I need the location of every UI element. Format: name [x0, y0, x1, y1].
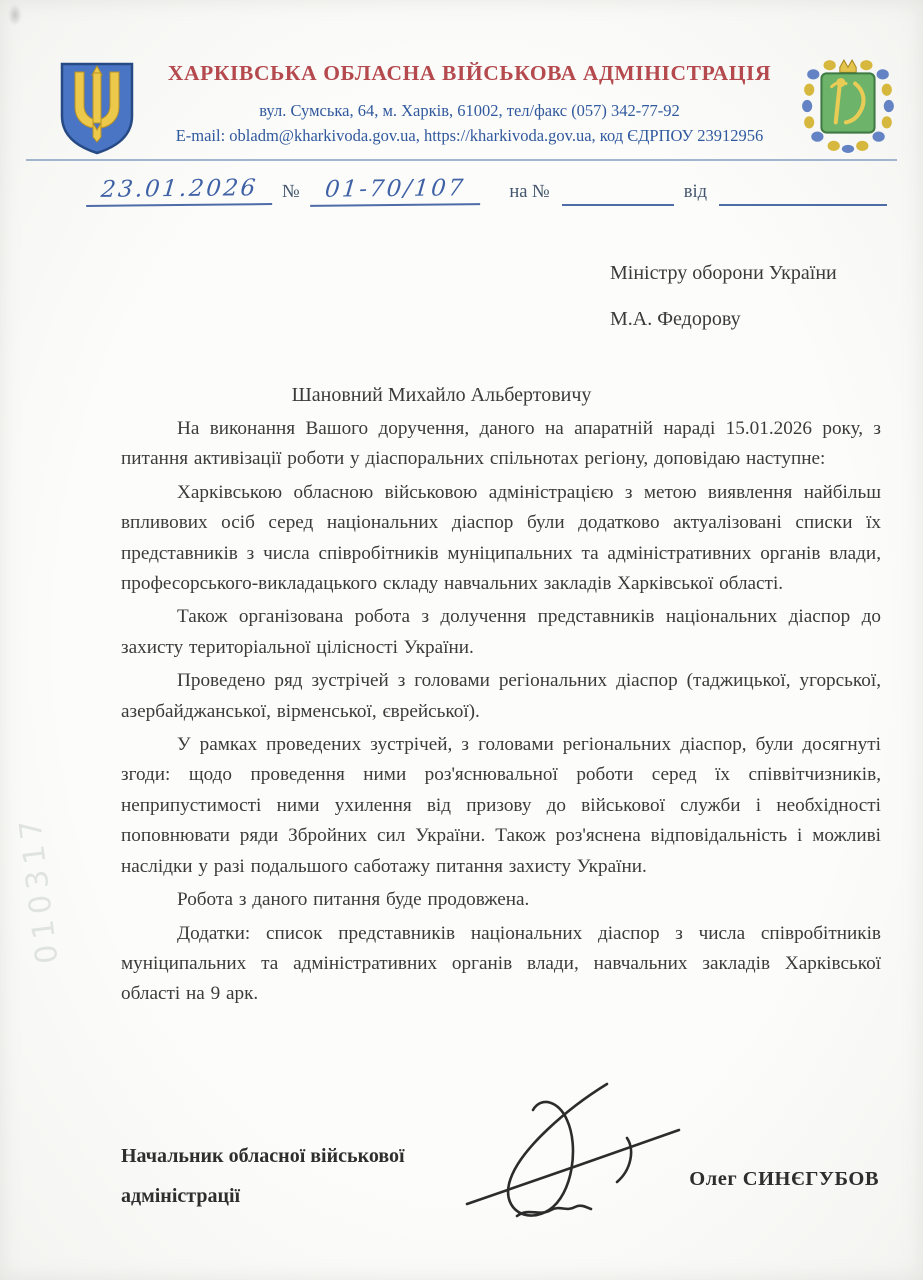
organization-address	[144, 98, 795, 148]
ukraine-trident-emblem-icon	[56, 60, 138, 157]
from-date-blank-field	[719, 202, 887, 206]
organization-title: ХАРКІВСЬКА ОБЛАСНА ВІЙСЬКОВА АДМІНІСТРАЦІЯ	[167, 61, 772, 85]
position-line: Начальник обласної військової	[121, 1145, 405, 1167]
paragraph: Проведено ряд зустрічей з головами регіональних діаспор (таджицької, угорської, азербайджанської, вірменської, єврейської).	[121, 670, 881, 722]
reference-line	[60, 164, 887, 206]
recipient-name: М.А. Федорову	[610, 308, 741, 330]
letter-body	[121, 414, 881, 1013]
header-divider	[26, 159, 897, 161]
margin-stamp-number: 010317	[12, 812, 66, 966]
paragraph: Харківською обласною військовою адміністрацією з метою виявлення найбільш впливових осіб серед національних діаспор були додатково актуалізовані списки їх представників з числа співробітників муніципальних та адміністративних органів влади, професорського-викладацького складу навчальних закладів Харківської області.	[121, 481, 881, 595]
recipient-block	[610, 250, 837, 342]
signatory-name: Олег СИНЄГУБОВ	[689, 1168, 879, 1190]
paragraph: Додатки: список представників національних діаспор з числа співробітників муніципальних та адміністративних органів влади, навчальних закладів Харківської області на 9 арк.	[121, 922, 881, 1005]
paragraph: На виконання Вашого доручення, даного на апаратній нараді 15.01.2026 року, з питання активізації роботи у діаспоральних спільнотах регіону, доповідаю наступне:	[121, 418, 881, 470]
reply-number-blank-field	[562, 202, 674, 206]
position-line: адміністрації	[121, 1185, 241, 1207]
paragraph: Також організована робота з долучення представників національних діаспор до захисту територіальної цілісності України.	[121, 606, 881, 658]
handwritten-signature	[421, 1076, 701, 1246]
document-number-field	[310, 175, 480, 207]
signatory-position	[121, 1136, 405, 1216]
letterhead	[56, 56, 895, 157]
reply-to-label: на №	[509, 182, 550, 202]
signature-block	[121, 1128, 879, 1248]
handwritten-date: 23.01.2026	[99, 175, 259, 203]
recipient-title: Міністру оборони України	[610, 262, 837, 284]
address-line: вул. Сумська, 64, м. Харків, 61002, тел/факс (057) 342-77-92	[259, 101, 680, 120]
kharkiv-oblast-coat-of-arms-icon	[801, 56, 895, 154]
number-sign-label: №	[282, 182, 300, 202]
document-date-field	[86, 175, 272, 207]
scan-smudge	[8, 4, 22, 26]
paragraph: Робота з даного питання буде продовжена.	[177, 889, 530, 911]
from-date-label: від	[683, 182, 707, 202]
handwritten-number: 01-70/107	[323, 175, 467, 203]
paragraph: У рамках проведених зустрічей, з головами регіональних діаспор, були досягнуті згоди: щодо проведення ними роз'яснювальної роботи серед їх співвітчизників, неприпустимості ними ухилення від призову до військової служби і необхідності поповнювати ряди Збройних сил України. Також роз'яснена відповідальність і можливі наслідки у разі подальшого саботажу питання захисту України.	[121, 734, 881, 877]
contact-line: E-mail: obladm@kharkivoda.gov.ua, https://kharkivoda.gov.ua, код ЄДРПОУ 23912956	[175, 126, 764, 145]
salutation: Шановний Михайло Альбертовичу	[291, 384, 592, 406]
